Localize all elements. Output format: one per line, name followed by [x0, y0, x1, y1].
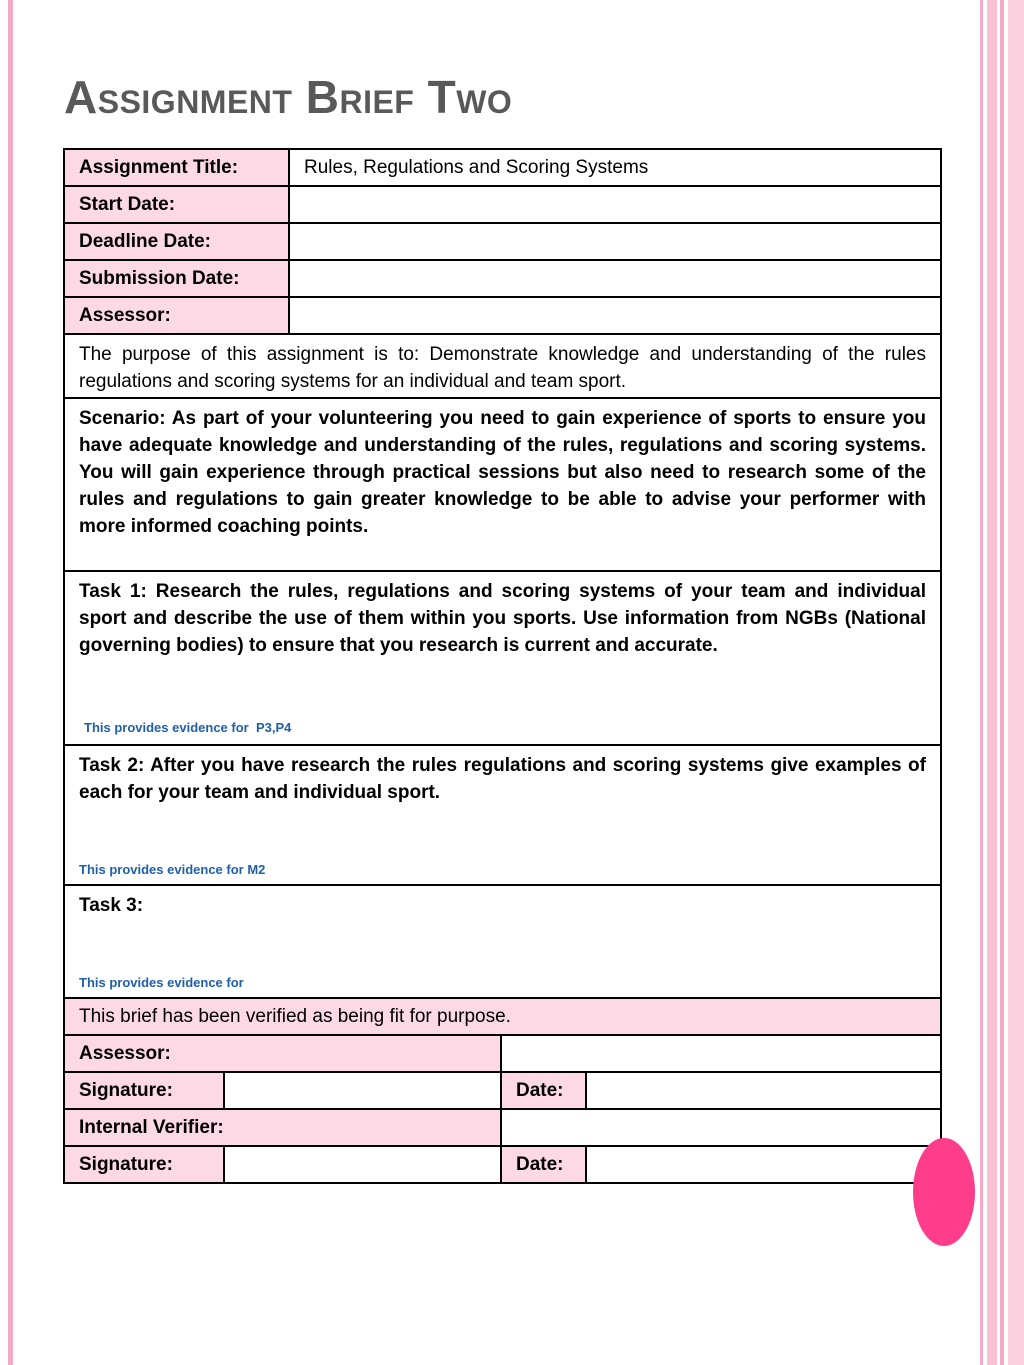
assessor-date-field[interactable] [586, 1072, 941, 1109]
left-decorative-stripe [8, 0, 13, 1365]
task2-evidence: This provides evidence for M2 [79, 862, 266, 877]
assignment-title-value[interactable]: Rules, Regulations and Scoring Systems [289, 149, 941, 186]
deadline-date-row [64, 223, 941, 260]
task1-text: Task 1: Research the rules, regulations and scoring systems of your team and individual sport and describe the use of them within you sports. Use information from NGBs (National governing bodies) to ensure that you research is current and accurate. [79, 581, 926, 656]
task3-row [64, 885, 941, 998]
deadline-date-label: Deadline Date: [64, 223, 289, 260]
submission-date-field[interactable] [289, 260, 941, 297]
assessor-signature-field[interactable] [224, 1072, 501, 1109]
verifier-signature-label: Signature: [64, 1146, 224, 1183]
verifier-date-field[interactable] [586, 1146, 941, 1183]
task2-row [64, 745, 941, 885]
right-decorative-stripe [987, 0, 997, 1365]
task3-evidence: This provides evidence for [79, 975, 244, 990]
scenario-row [64, 398, 941, 571]
task3-cell [64, 885, 941, 998]
task1-row [64, 571, 941, 745]
verifier-signature-row [64, 1146, 941, 1183]
start-date-label: Start Date: [64, 186, 289, 223]
assessor-signature-label: Signature: [64, 1072, 224, 1109]
assignment-title-row [64, 149, 941, 186]
assessor-label: Assessor: [64, 297, 289, 334]
purpose-row [64, 334, 941, 398]
deadline-date-field[interactable] [289, 223, 941, 260]
verifier-date-label: Date: [501, 1146, 586, 1183]
assessor-date-label: Date: [501, 1072, 586, 1109]
start-date-field[interactable] [289, 186, 941, 223]
verifier-assessor-row [64, 1035, 941, 1072]
internal-verifier-label: Internal Verifier: [64, 1109, 501, 1146]
page-title: Assignment Brief Two [64, 71, 513, 123]
assessor-row [64, 297, 941, 334]
assessor-signature-row [64, 1072, 941, 1109]
right-decorative-stripe [980, 0, 983, 1365]
assessor-field[interactable] [289, 297, 941, 334]
submission-date-label: Submission Date: [64, 260, 289, 297]
assignment-title-label: Assignment Title: [64, 149, 289, 186]
assignment-brief-table [63, 148, 942, 1184]
verifier-assessor-label: Assessor: [64, 1035, 501, 1072]
task1-evidence: This provides evidence for P3,P4 [84, 720, 292, 735]
task3-text: Task 3: [79, 895, 144, 916]
verification-statement-row [64, 998, 941, 1035]
purpose-text: The purpose of this assignment is to: Demonstrate knowledge and understanding of the rules regulations and scoring systems for an individual and team sport. [64, 334, 941, 398]
start-date-row [64, 186, 941, 223]
task2-cell [64, 745, 941, 885]
verifier-assessor-field[interactable] [501, 1035, 941, 1072]
right-decorative-stripe [1000, 0, 1004, 1365]
verification-statement-text: This brief has been verified as being fit for purpose. [79, 1006, 511, 1027]
verifier-signature-field[interactable] [224, 1146, 501, 1183]
submission-date-row [64, 260, 941, 297]
task1-cell [64, 571, 941, 745]
task2-text: Task 2: After you have research the rules regulations and scoring systems give examples of each for your team and individual sport. [79, 755, 926, 803]
decorative-pink-oval [913, 1138, 975, 1246]
internal-verifier-field[interactable] [501, 1109, 941, 1146]
internal-verifier-row [64, 1109, 941, 1146]
verification-statement [64, 998, 941, 1035]
right-decorative-stripe [1008, 0, 1024, 1365]
scenario-text: Scenario: As part of your volunteering you need to gain experience of sports to ensure you have adequate knowledge and understanding of the rules, regulations and scoring systems. You will gain experience through practical sessions but also need to research some of the rules and regulations to gain greater knowledge to be able to advise your performer with more informed coaching points. [64, 398, 941, 571]
